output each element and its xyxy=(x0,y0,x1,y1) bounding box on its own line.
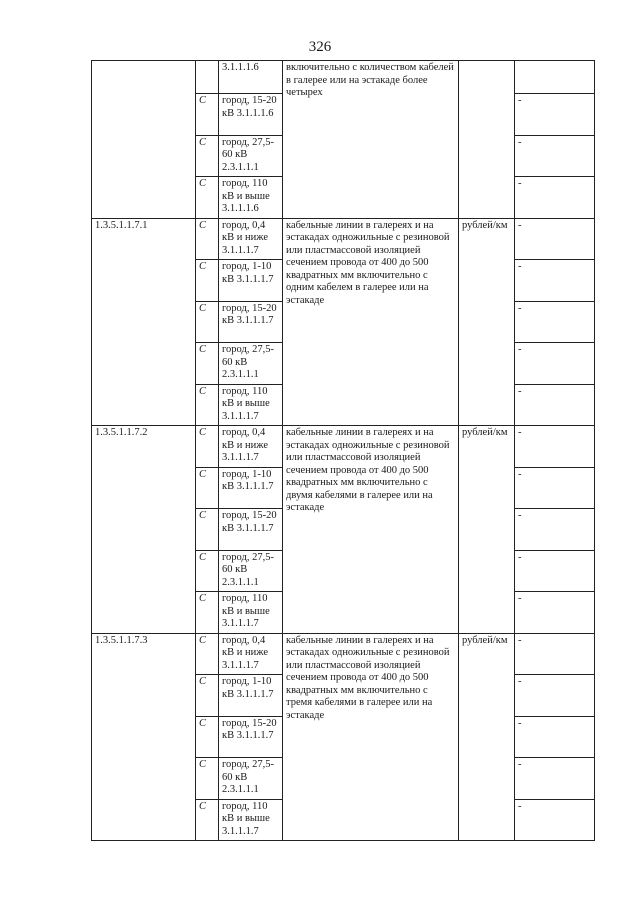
subject-cell: город, 27,5-60 кВ 2.3.1.1.1 xyxy=(219,550,283,592)
value-cell: - xyxy=(515,467,595,509)
value-cell: - xyxy=(515,675,595,717)
table-row xyxy=(92,218,595,260)
category-letter: C xyxy=(196,384,219,426)
value-cell: - xyxy=(515,301,595,343)
category-letter: C xyxy=(196,218,219,260)
category-letter: C xyxy=(196,260,219,302)
row-code: 1.3.5.1.1.7.2 xyxy=(92,426,196,634)
value-cell: - xyxy=(515,94,595,136)
row-code xyxy=(92,61,196,219)
value-cell: - xyxy=(515,550,595,592)
value-cell: - xyxy=(515,758,595,800)
value-cell: - xyxy=(515,260,595,302)
subject-cell: город, 15-20 кВ 3.1.1.1.7 xyxy=(219,716,283,758)
row-code: 1.3.5.1.1.7.1 xyxy=(92,218,196,426)
category-letter: C xyxy=(196,343,219,385)
subject-cell: город, 15-20 кВ 3.1.1.1.7 xyxy=(219,301,283,343)
subject-cell: город, 0,4 кВ и ниже 3.1.1.1.7 xyxy=(219,426,283,468)
row-code: 1.3.5.1.1.7.3 xyxy=(92,633,196,841)
description-cell: кабельные линии в галереях и на эстакадах одножильные с резиновой или пластмассовой изоляцией сечением провода от 400 до 500 квадратных мм включительно с двумя кабелями в галерее или на эстакаде xyxy=(283,426,459,634)
page-number: 326 xyxy=(308,39,332,55)
subject-cell: город, 0,4 кВ и ниже 3.1.1.1.7 xyxy=(219,218,283,260)
table-row xyxy=(92,426,595,468)
category-letter: C xyxy=(196,550,219,592)
subject-cell: город, 0,4 кВ и ниже 3.1.1.1.7 xyxy=(219,633,283,675)
subject-cell: город, 110 кВ и выше 3.1.1.1.7 xyxy=(219,799,283,841)
tariff-table-body xyxy=(92,61,595,841)
subject-cell: город, 110 кВ и выше 3.1.1.1.7 xyxy=(219,384,283,426)
subject-cell: город, 1-10 кВ 3.1.1.1.7 xyxy=(219,467,283,509)
value-cell: - xyxy=(515,135,595,177)
category-letter: C xyxy=(196,799,219,841)
unit-cell: рублей/км xyxy=(459,218,515,426)
category-letter: C xyxy=(196,633,219,675)
unit-cell: рублей/км xyxy=(459,426,515,634)
subject-cell: город, 1-10 кВ 3.1.1.1.7 xyxy=(219,675,283,717)
value-cell: - xyxy=(515,509,595,551)
category-letter: C xyxy=(196,716,219,758)
subject-cell: город, 27,5-60 кВ 2.3.1.1.1 xyxy=(219,758,283,800)
table-row xyxy=(92,61,595,94)
description-cell: кабельные линии в галереях и на эстакадах одножильные с резиновой или пластмассовой изоляцией сечением провода от 400 до 500 квадратных мм включительно с тремя кабелями в галерее или на эстакаде xyxy=(283,633,459,841)
tariff-table xyxy=(91,60,595,841)
category-letter: C xyxy=(196,177,219,219)
value-cell: - xyxy=(515,716,595,758)
category-letter: C xyxy=(196,301,219,343)
subject-cell: город, 15-20 кВ 3.1.1.1.7 xyxy=(219,509,283,551)
category-letter: C xyxy=(196,467,219,509)
value-cell: - xyxy=(515,384,595,426)
description-cell: кабельные линии в галереях и на эстакадах одножильные с резиновой или пластмассовой изоляцией сечением провода от 400 до 500 квадратных мм включительно с одним кабелем в галерее или на эстакаде xyxy=(283,218,459,426)
value-cell: - xyxy=(515,177,595,219)
subject-cell: город, 15-20 кВ 3.1.1.1.6 xyxy=(219,94,283,136)
subject-cell: город, 1-10 кВ 3.1.1.1.7 xyxy=(219,260,283,302)
category-letter: C xyxy=(196,94,219,136)
category-letter: C xyxy=(196,675,219,717)
category-letter xyxy=(196,61,219,94)
description-cell: включительно с количеством кабелей в галерее или на эстакаде более четырех xyxy=(283,61,459,219)
category-letter: C xyxy=(196,509,219,551)
unit-cell xyxy=(459,61,515,219)
value-cell: - xyxy=(515,799,595,841)
value-cell: - xyxy=(515,633,595,675)
category-letter: C xyxy=(196,758,219,800)
table-row xyxy=(92,633,595,675)
subject-cell: город, 110 кВ и выше 3.1.1.1.6 xyxy=(219,177,283,219)
subject-cell: город, 27,5-60 кВ 2.3.1.1.1 xyxy=(219,343,283,385)
category-letter: C xyxy=(196,426,219,468)
subject-cell: 3.1.1.1.6 xyxy=(219,61,283,94)
subject-cell: город, 110 кВ и выше 3.1.1.1.7 xyxy=(219,592,283,634)
value-cell xyxy=(515,61,595,94)
value-cell: - xyxy=(515,343,595,385)
value-cell: - xyxy=(515,426,595,468)
category-letter: C xyxy=(196,592,219,634)
value-cell: - xyxy=(515,218,595,260)
category-letter: C xyxy=(196,135,219,177)
subject-cell: город, 27,5-60 кВ 2.3.1.1.1 xyxy=(219,135,283,177)
value-cell: - xyxy=(515,592,595,634)
unit-cell: рублей/км xyxy=(459,633,515,841)
